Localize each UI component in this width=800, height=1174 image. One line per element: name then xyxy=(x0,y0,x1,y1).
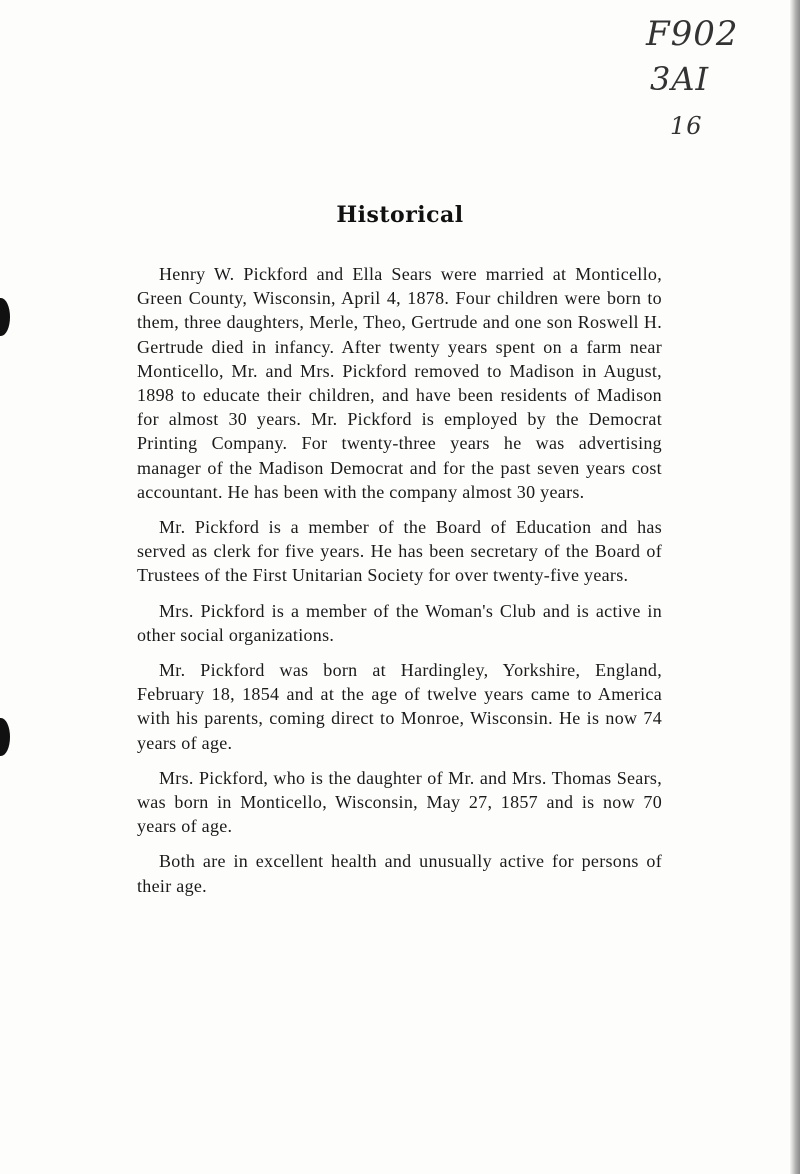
paragraph-mr-birth: Mr. Pickford was born at Hardingley, Yorkshire, England, February 18, 1854 and at the age of twelve years came to America with his parents, coming direct to Monroe, Wisconsin. He is now 74 years of age. xyxy=(137,660,662,753)
punch-hole-bottom xyxy=(0,718,10,756)
paragraph-womans-club: Mrs. Pickford is a member of the Woman's Club and is active in other social organizations. xyxy=(137,600,662,645)
paragraph-mrs-birth: Mrs. Pickford, who is the daughter of Mr. and Mrs. Thomas Sears, was born in Monticello, Wisconsin, May 27, 1857 and is now 70 years of age. xyxy=(137,767,662,837)
handwritten-page-number: 16 xyxy=(670,112,703,140)
body-text xyxy=(137,262,662,909)
handwritten-call-number: F902 xyxy=(646,14,739,54)
handwritten-shelf-code: 3AI xyxy=(650,60,710,98)
page-edge-shadow xyxy=(790,0,800,1174)
paragraph-health: Both are in excellent health and unusually active for persons of their age. xyxy=(137,851,662,896)
paragraph-marriage: Henry W. Pickford and Ella Sears were married at Monticello, Green County, Wisconsin, April 4, 1878. Four children were born to them, three daughters, Merle, Theo, Gertrude and one son Roswell H. Gertrude died in infancy. After twenty years spent on a farm near Monticello, Mr. and Mrs. Pickford removed to Madison in August, 1898 to educate their children, and have been residents of Madison for almost 30 years. Mr. Pickford is employed by the Democrat Printing Company. For twenty-three years he was advertising manager of the Madison Democrat and for the past seven years cost accountant. He has been with the company almost 30 years. xyxy=(137,264,662,502)
paragraph-board-of-education: Mr. Pickford is a member of the Board of Education and has served as clerk for five years. He has been secretary of the Board of Trustees of the First Unitarian Society for over twenty-five years. xyxy=(137,517,662,586)
punch-hole-top xyxy=(0,298,10,336)
page-title: Historical xyxy=(336,202,464,228)
